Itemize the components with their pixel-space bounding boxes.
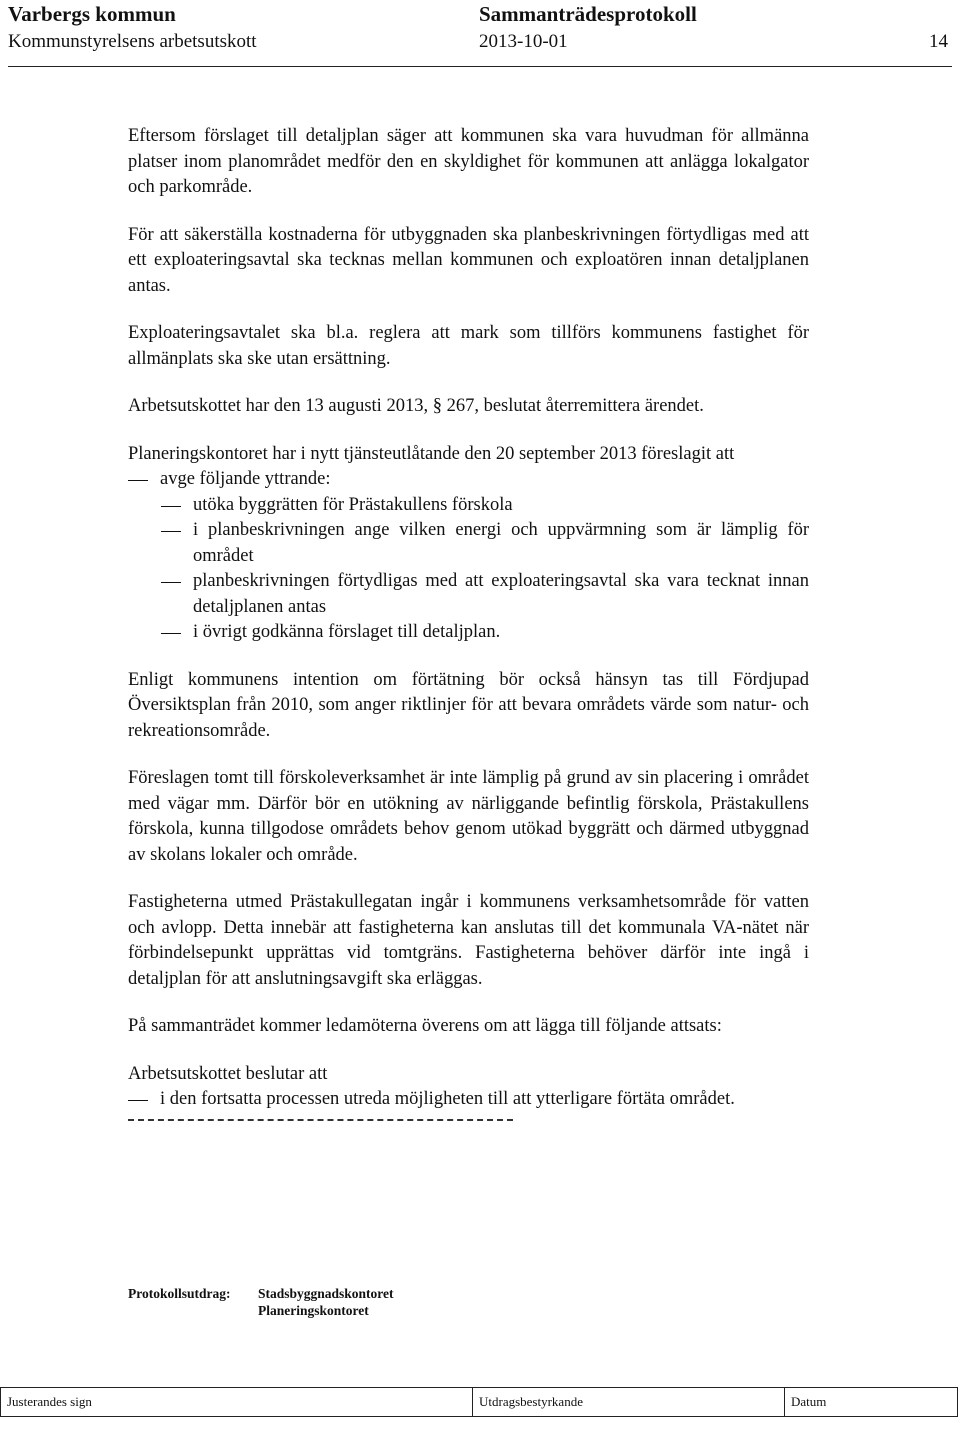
footer-date-label: Datum	[791, 1394, 827, 1409]
header-date: 2013-10-01	[479, 31, 568, 52]
paragraph: Fastigheterna utmed Prästakullegatan ingår i kommunens verksamhetsområde för vatten och avlopp. Detta innebär att fastigheterna kan anslutas till det kommunala VA-nätet när förbindelsepunkt upprättas vid tomtgräns. Fastigheterna behöver därför inte ingå i detaljplan för att anslutningsavgift ska erläggas.	[128, 892, 809, 989]
footer-certified-cell	[472, 1387, 785, 1417]
header-doc-type: Sammanträdesprotokoll	[479, 2, 697, 26]
paragraph: Planeringskontoret har i nytt tjänsteutlåtande den 20 september 2013 föreslagit att	[128, 443, 735, 464]
list-item: avge följande yttrande:	[128, 467, 809, 493]
extract-label: Protokollsutdrag:	[128, 1286, 231, 1301]
paragraph: Enligt kommunens intention om förtätning bör också hänsyn tas till Fördjupad Översiktsplan från 2010, som anger riktlinjer för att bevara områdets värde som natur- och rekreationsområde.	[128, 669, 809, 741]
paragraph: Föreslagen tomt till förskoleverksamhet är inte lämplig på grund av sin placering i området med vägar mm. Därför bör en utökning av närliggande befintlig förskola, Prästakullens förskola, kunna tillgodose områdets behov genom utökad byggrätt och därmed utbyggnad av skolans lokaler och område.	[128, 768, 809, 865]
footer-certified-label: Utdragsbestyrkande	[479, 1394, 583, 1409]
extract-recipient: Stadsbyggnadskontoret	[258, 1286, 394, 1301]
dashed-separator	[128, 1119, 513, 1133]
paragraph: Arbetsutskottet beslutar att	[128, 1063, 328, 1084]
header-rule	[8, 66, 952, 67]
paragraph: Eftersom förslaget till detaljplan säger att kommunen ska vara huvudman för allmänna platser inom planområdet medför den en skyldighet för kommunen att anlägga lokalgator och parkområde.	[128, 126, 809, 197]
page-number: 14	[929, 31, 948, 52]
list-item: i övrigt godkänna förslaget till detaljplan.	[161, 620, 809, 646]
footer-sign-label: Justerandes sign	[7, 1394, 92, 1409]
paragraph: På sammanträdet kommer ledamöterna överens om att lägga till följande attsats:	[128, 1016, 722, 1036]
paragraph: För att säkerställa kostnaderna för utbyggnaden ska planbeskrivningen förtydligas med att ett exploateringsavtal ska tecknas mellan kommunen och exploatören innan detaljplanen antas.	[128, 224, 809, 296]
header-org: Varbergs kommun	[8, 2, 176, 26]
document-body	[128, 124, 809, 1133]
proposal-list	[128, 467, 809, 646]
list-item: planbeskrivningen förtydligas med att exploateringsavtal ska vara tecknat innan detaljplanen antas	[161, 569, 809, 620]
header-committee: Kommunstyrelsens arbetsutskott	[8, 31, 257, 52]
decision-item: i den fortsatta processen utreda möjligheten till att ytterligare förtäta området.	[128, 1087, 809, 1113]
paragraph: Exploateringsavtalet ska bl.a. reglera att mark som tillförs kommunens fastighet för allmänplats ska ske utan ersättning.	[128, 323, 809, 369]
extract-recipient: Planeringskontoret	[258, 1303, 369, 1318]
list-item: i planbeskrivningen ange vilken energi och uppvärmning som är lämplig för området	[161, 518, 809, 569]
footer-date-cell	[784, 1387, 958, 1417]
footer-table	[0, 1387, 958, 1417]
footer-sign-cell	[0, 1387, 473, 1417]
list-item: utöka byggrätten för Prästakullens förskola	[161, 493, 809, 519]
paragraph: Arbetsutskottet har den 13 augusti 2013, § 267, beslutat återremittera ärendet.	[128, 396, 704, 416]
